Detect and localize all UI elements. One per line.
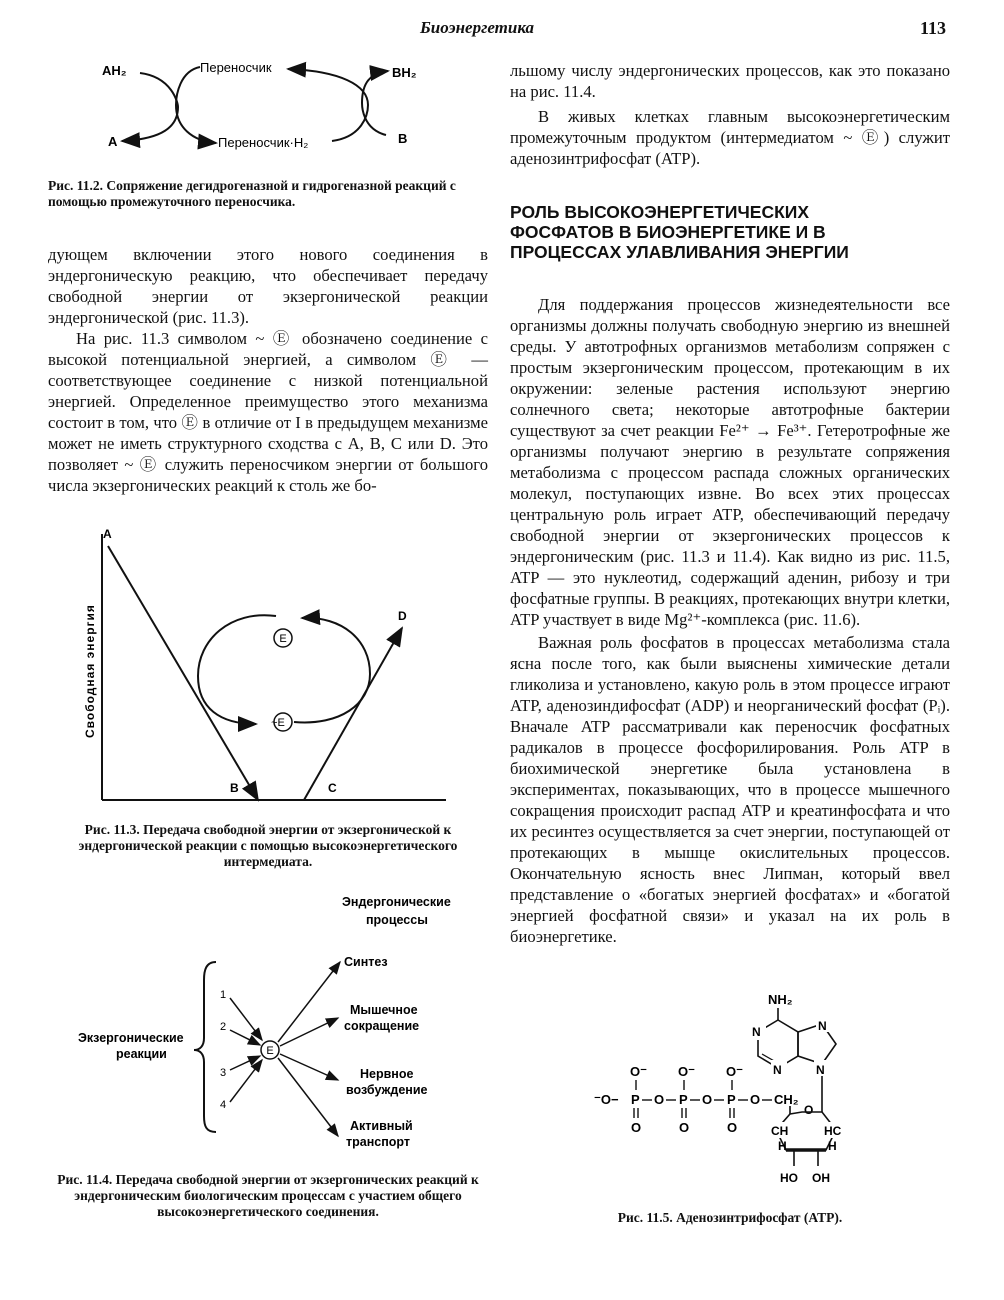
- point-d: D: [398, 609, 407, 623]
- o-bridge-3: O: [750, 1092, 761, 1107]
- output-muscle-2: сокращение: [344, 1019, 420, 1033]
- output-nerve-1: Нервное: [360, 1067, 414, 1081]
- adenine-n7: N: [818, 1019, 827, 1033]
- adenine-n1: N: [752, 1025, 761, 1039]
- label-ah2: AH₂: [102, 63, 127, 78]
- section-heading: РОЛЬ ВЫСОКОЭНЕРГЕТИЧЕСКИХ ФОСФАТОВ В БИОЭНЕРГЕТИКЕ И В ПРОЦЕССАХ УЛАВЛИВАНИЯ ЭНЕРГИИ: [510, 202, 849, 262]
- input-2: 2: [220, 1021, 227, 1033]
- left-paragraph-2: На рис. 11.3 символом ~ Ⓔ обозначено соединение с высокой потенциальной энергией, а символом Ⓔ — соответствующее соединение с низкой потенциальной энергией. Определенное преимущество этого механизма состоит в том, что Ⓔ в отличие от I в предыдущем механизме может не иметь структурного сходства с A, B, C или D. Это позволяет ~ Ⓔ служить переносчиком энергии от большого числа экзергонических реакций к столь же бо-: [48, 329, 488, 495]
- label-b: B: [398, 131, 408, 146]
- arc-carrier-to-carrierh2: [176, 67, 216, 143]
- label-a: A: [108, 134, 118, 149]
- figure-11-5-atp-structure: [590, 990, 890, 1190]
- ribose-h-right: H: [828, 1139, 837, 1153]
- right-paragraph-1: льшому числу эндергонических процессов, как это показано на рис. 11.4.: [510, 61, 950, 101]
- label-carrier: Переносчик: [200, 60, 272, 75]
- arrow-in-4: [230, 1060, 262, 1102]
- center-e-label: E: [266, 1045, 274, 1057]
- ch2-label: CH₂: [774, 1092, 799, 1107]
- o-minus-2: O⁻: [678, 1064, 695, 1079]
- exergonic-label-2: реакции: [116, 1047, 167, 1061]
- p-3: P: [727, 1092, 736, 1107]
- chain-start: ⁻O−: [594, 1092, 619, 1107]
- line-a-to-b: [108, 546, 258, 800]
- y-axis-label: Свободная энергия: [83, 604, 97, 738]
- point-a: A: [103, 527, 112, 541]
- output-synthesis: Синтез: [344, 955, 388, 969]
- e-high-label: ~E: [271, 717, 285, 729]
- arrow-out-nerve: [280, 1054, 338, 1080]
- arrow-out-synthesis: [278, 962, 340, 1042]
- arc-carrierh2-to-carrier: [288, 69, 368, 141]
- endergonic-title-1: Эндергонические: [342, 895, 451, 909]
- running-header: Биоэнергетика: [420, 18, 535, 37]
- o-minus-3: O⁻: [726, 1064, 743, 1079]
- arc-high-to-e: [294, 618, 370, 723]
- figure-11-3: [80, 528, 460, 808]
- ribose-h-left: H: [778, 1139, 787, 1153]
- right-paragraph-3: Для поддержания процессов жизнедеятельности все организмы должны получать свободную энергию из внешней среды. У автотрофных организмов метаболизм сопряжен с простым экзергоническим процессом, протекающим в их окружении: зеленые растения используют энергию солнечного света; некоторые автотрофные бактерии существуют за счет реакции Fe²⁺ → Fe³⁺. Гетеротрофные же организмы получают энергию в результате сопряжения метаболизма с процессом распада сложных органических молекул, поступающих извне. Во всех этих процессах центральную роль играет ATP, обеспечивающий передачу свободной энергии от экзергонических процессов к эндергоническим (рис. 11.3 и 11.4). Как видно из рис. 11.5, ATP — это нуклеотид, содержащий аденин, рибозу и три фосфатные группы. В реакциях, протекающих внутри клетки, ATP участвует в виде Mg²⁺-комплекса (рис. 11.6).: [510, 295, 950, 629]
- output-muscle-1: Мышечное: [350, 1003, 418, 1017]
- ribose-ho: HO: [780, 1171, 798, 1185]
- endergonic-title-2: процессы: [366, 913, 428, 927]
- output-transport-2: транспорт: [346, 1135, 410, 1149]
- arrow-out-transport: [278, 1058, 338, 1136]
- label-carrier-h2: Переносчик·H₂: [218, 135, 309, 150]
- figure-11-4: [70, 890, 490, 1158]
- figure-11-3-caption: Рис. 11.3. Передача свободной энергии от экзергонической к эндергонической реакции с помощью высокоэнергетического интермедиата.: [78, 822, 458, 869]
- figure-11-4-caption: Рис. 11.4. Передача свободной энергии от экзергонических реакций к эндергоническим биологическим процессам с участием общего высокоэнергетического соединения.: [57, 1172, 479, 1219]
- o-minus-1: O⁻: [630, 1064, 647, 1079]
- ribose-ch: CH: [771, 1124, 789, 1138]
- adenine-n9: N: [816, 1063, 825, 1077]
- right-paragraph-4: Важная роль фосфатов в процессах метаболизма стала ясна после того, как были выяснены химические детали гликолиза и установлено, какую роль в этом процессе играют ATP, аденозиндифосфат (ADP) и неорганический фосфат (Pᵢ). Вначале ATP рассматривали как переносчик фосфатных радикалов в процессе фосфорилирования. Роль ATP в биохимической энергетике была установлена в экспериментах, показывающих, что в процессе мышечного сокращения происходит распад ATP и креатинфосфата и что их ресинтез осуществляется за счет энергии, поступающей от протекающих в мышце окислительных процессов. Окончательную ясность внес Липман, который ввел представление о «богатых энергией фосфатах» и «богатой энергией фосфатной связи» и указал на их роль в биоэнергетике.: [510, 633, 950, 946]
- left-brace: [194, 962, 216, 1132]
- figure-11-2-caption: Рис. 11.2. Сопряжение дегидрогеназной и гидрогеназной реакций с помощью промежуточного переносчика.: [48, 178, 456, 209]
- p-1: P: [631, 1092, 640, 1107]
- right-paragraph-2: В живых клетках главным высокоэнергетическим промежуточным продуктом (интермедиатом ~ Ⓔ) служит аденозинтрифосфат (ATP).: [510, 107, 950, 168]
- arrow-in-1: [230, 998, 262, 1040]
- o-bridge-2: O: [702, 1092, 713, 1107]
- input-4: 4: [220, 1099, 227, 1111]
- output-transport-1: Активный: [350, 1119, 413, 1133]
- exergonic-label-1: Экзергонические: [78, 1031, 184, 1045]
- ribose-o: O: [804, 1103, 814, 1117]
- adenine-n3: N: [773, 1063, 782, 1077]
- p-2: P: [679, 1092, 688, 1107]
- arc-b-to-bh2: [362, 71, 388, 135]
- figure-11-5-caption: Рис. 11.5. Аденозинтрифосфат (ATP).: [617, 1210, 843, 1225]
- ribose-oh: OH: [812, 1171, 830, 1185]
- o-double-1: O: [631, 1120, 642, 1135]
- arc-ah2-to-a: [122, 73, 178, 141]
- nh2-label: NH₂: [768, 992, 793, 1007]
- figure-11-2: [100, 55, 450, 165]
- line-c-to-d: [304, 628, 402, 800]
- e-low-label: E: [279, 633, 287, 645]
- arc-e-to-high: [198, 615, 276, 724]
- point-b: B: [230, 781, 239, 795]
- output-nerve-2: возбуждение: [346, 1083, 428, 1097]
- page-number: 113: [920, 18, 947, 38]
- point-c: C: [328, 781, 337, 795]
- ribose-hc: HC: [824, 1124, 842, 1138]
- o-bridge-1: O: [654, 1092, 665, 1107]
- o-double-3: O: [727, 1120, 738, 1135]
- label-bh2: BH₂: [392, 65, 417, 80]
- input-1: 1: [220, 989, 227, 1001]
- input-3: 3: [220, 1067, 227, 1079]
- left-paragraph-1: дующем включении этого нового соединения в эндергоническую реакцию, что обеспечивает передачу свободной энергии от экзергонической реакции эндергонической (рис. 11.3).: [48, 245, 488, 327]
- arrow-out-muscle: [280, 1018, 338, 1046]
- o-double-2: O: [679, 1120, 690, 1135]
